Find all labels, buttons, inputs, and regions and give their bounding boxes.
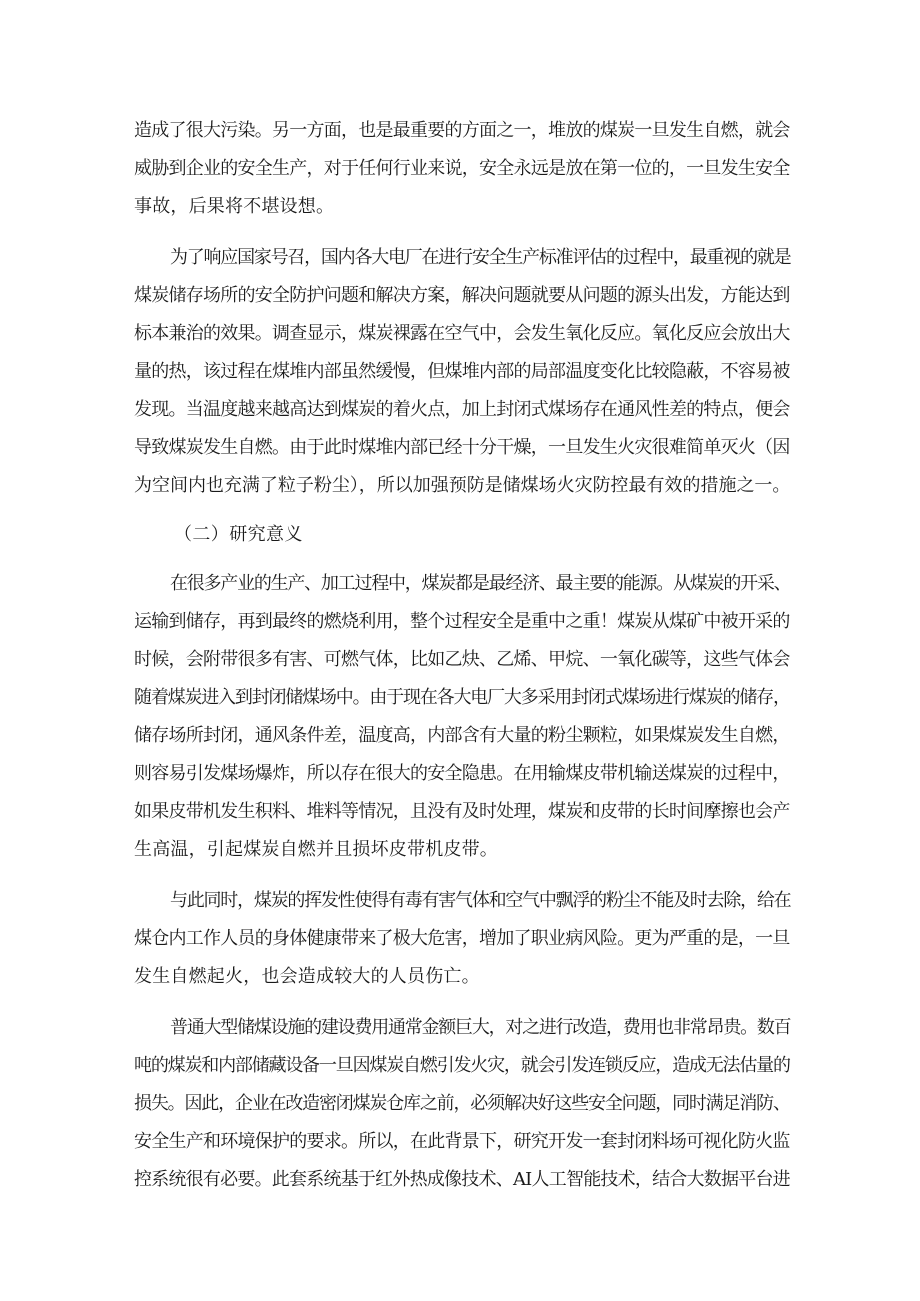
- paragraph-2-line-2: 煤炭储存场所的安全防护问题和解决方案，解决问题就要从问题的源头出发，方能达到: [134, 285, 790, 306]
- paragraph-5-line-3: 损失。因此，企业在改造密闭煤炭仓库之前，必须解决好这些安全问题，同时满足消防、: [134, 1093, 790, 1114]
- paragraph-3-line-3: 时候，会附带很多有害、可燃气体，比如乙炔、乙烯、甲烷、一氧化碳等，这些气体会: [134, 649, 790, 670]
- paragraph-5-line-5: 控系统很有必要。此套系统基于红外热成像技术、AI人工智能技术，结合大数据平台进: [134, 1169, 790, 1190]
- paragraph-3-line-2: 运输到储存，再到最终的燃烧利用，整个过程安全是重中之重！煤炭从煤矿中被开采的: [134, 611, 790, 632]
- paragraph-3-line-5: 储存场所封闭，通风条件差，温度高，内部含有大量的粉尘颗粒，如果煤炭发生自燃，: [134, 725, 790, 746]
- paragraph-5-line-2: 吨的煤炭和内部储藏设备一旦因煤炭自燃引发火灾，就会引发连锁反应，造成无法估量的: [134, 1055, 790, 1076]
- paragraph-2-line-7: 为空间内也充满了粒子粉尘），所以加强预防是储煤场火灾防控最有效的措施之一。: [134, 475, 791, 496]
- paragraph-2-line-6: 导致煤炭发生自燃。由于此时煤堆内部已经十分干燥，一旦发生火灾很难简单灭火（因: [134, 437, 790, 458]
- paragraph-4-line-2: 煤仓内工作人员的身体健康带来了极大危害，增加了职业病风险。更为严重的是，一旦: [134, 928, 790, 949]
- paragraph-3-line-8: 生高温，引起煤炭自燃并且损坏皮带机皮带。: [134, 839, 498, 860]
- paragraph-4-line-3: 发生自燃起火，也会造成较大的人员伤亡。: [134, 966, 480, 987]
- paragraph-5-line-1: 普通大型储煤设施的建设费用通常金额巨大，对之进行改造，费用也非常昂贵。数百: [170, 1017, 791, 1038]
- paragraph-2-line-3: 标本兼治的效果。调查显示，煤炭裸露在空气中，会发生氧化反应。氧化反应会放出大: [134, 323, 790, 344]
- paragraph-3-line-6: 则容易引发煤场爆炸，所以存在很大的安全隐患。在用输煤皮带机输送煤炭的过程中，: [134, 763, 790, 784]
- paragraph-1-line-3: 事故，后果将不堪设想。: [134, 196, 335, 217]
- paragraph-2-line-4: 量的热，该过程在煤堆内部虽然缓慢，但煤堆内部的局部温度变化比较隐蔽，不容易被: [134, 361, 790, 382]
- paragraph-4-line-1: 与此同时，煤炭的挥发性使得有毒有害气体和空气中飘浮的粉尘不能及时去除，给在: [170, 890, 791, 911]
- paragraph-1-line-2: 威胁到企业的安全生产，对于任何行业来说，安全永远是放在第一位的，一旦发生安全: [134, 158, 790, 179]
- section-heading: （二）研究意义: [174, 524, 303, 545]
- paragraph-2-line-5: 发现。当温度越来越高达到煤炭的着火点，加上封闭式煤场存在通风性差的特点，便会: [134, 399, 790, 420]
- paragraph-3-line-4: 随着煤炭进入到封闭储煤场中。由于现在各大电厂大多采用封闭式煤场进行煤炭的储存，: [134, 687, 790, 708]
- paragraph-5-line-4: 安全生产和环境保护的要求。所以，在此背景下，研究开发一套封闭料场可视化防火监: [134, 1131, 790, 1152]
- paragraph-1-line-1: 造成了很大污染。另一方面，也是最重要的方面之一，堆放的煤炭一旦发生自燃，就会: [134, 120, 790, 141]
- paragraph-2-line-1: 为了响应国家号召，国内各大电厂在进行安全生产标准评估的过程中，最重视的就是: [170, 247, 791, 268]
- paragraph-3-line-7: 如果皮带机发生积料、堆料等情况，且没有及时处理，煤炭和皮带的长时间摩擦也会产: [134, 801, 790, 822]
- paragraph-3-line-1: 在很多产业的生产、加工过程中，煤炭都是最经济、最主要的能源。从煤炭的开采、: [170, 573, 791, 594]
